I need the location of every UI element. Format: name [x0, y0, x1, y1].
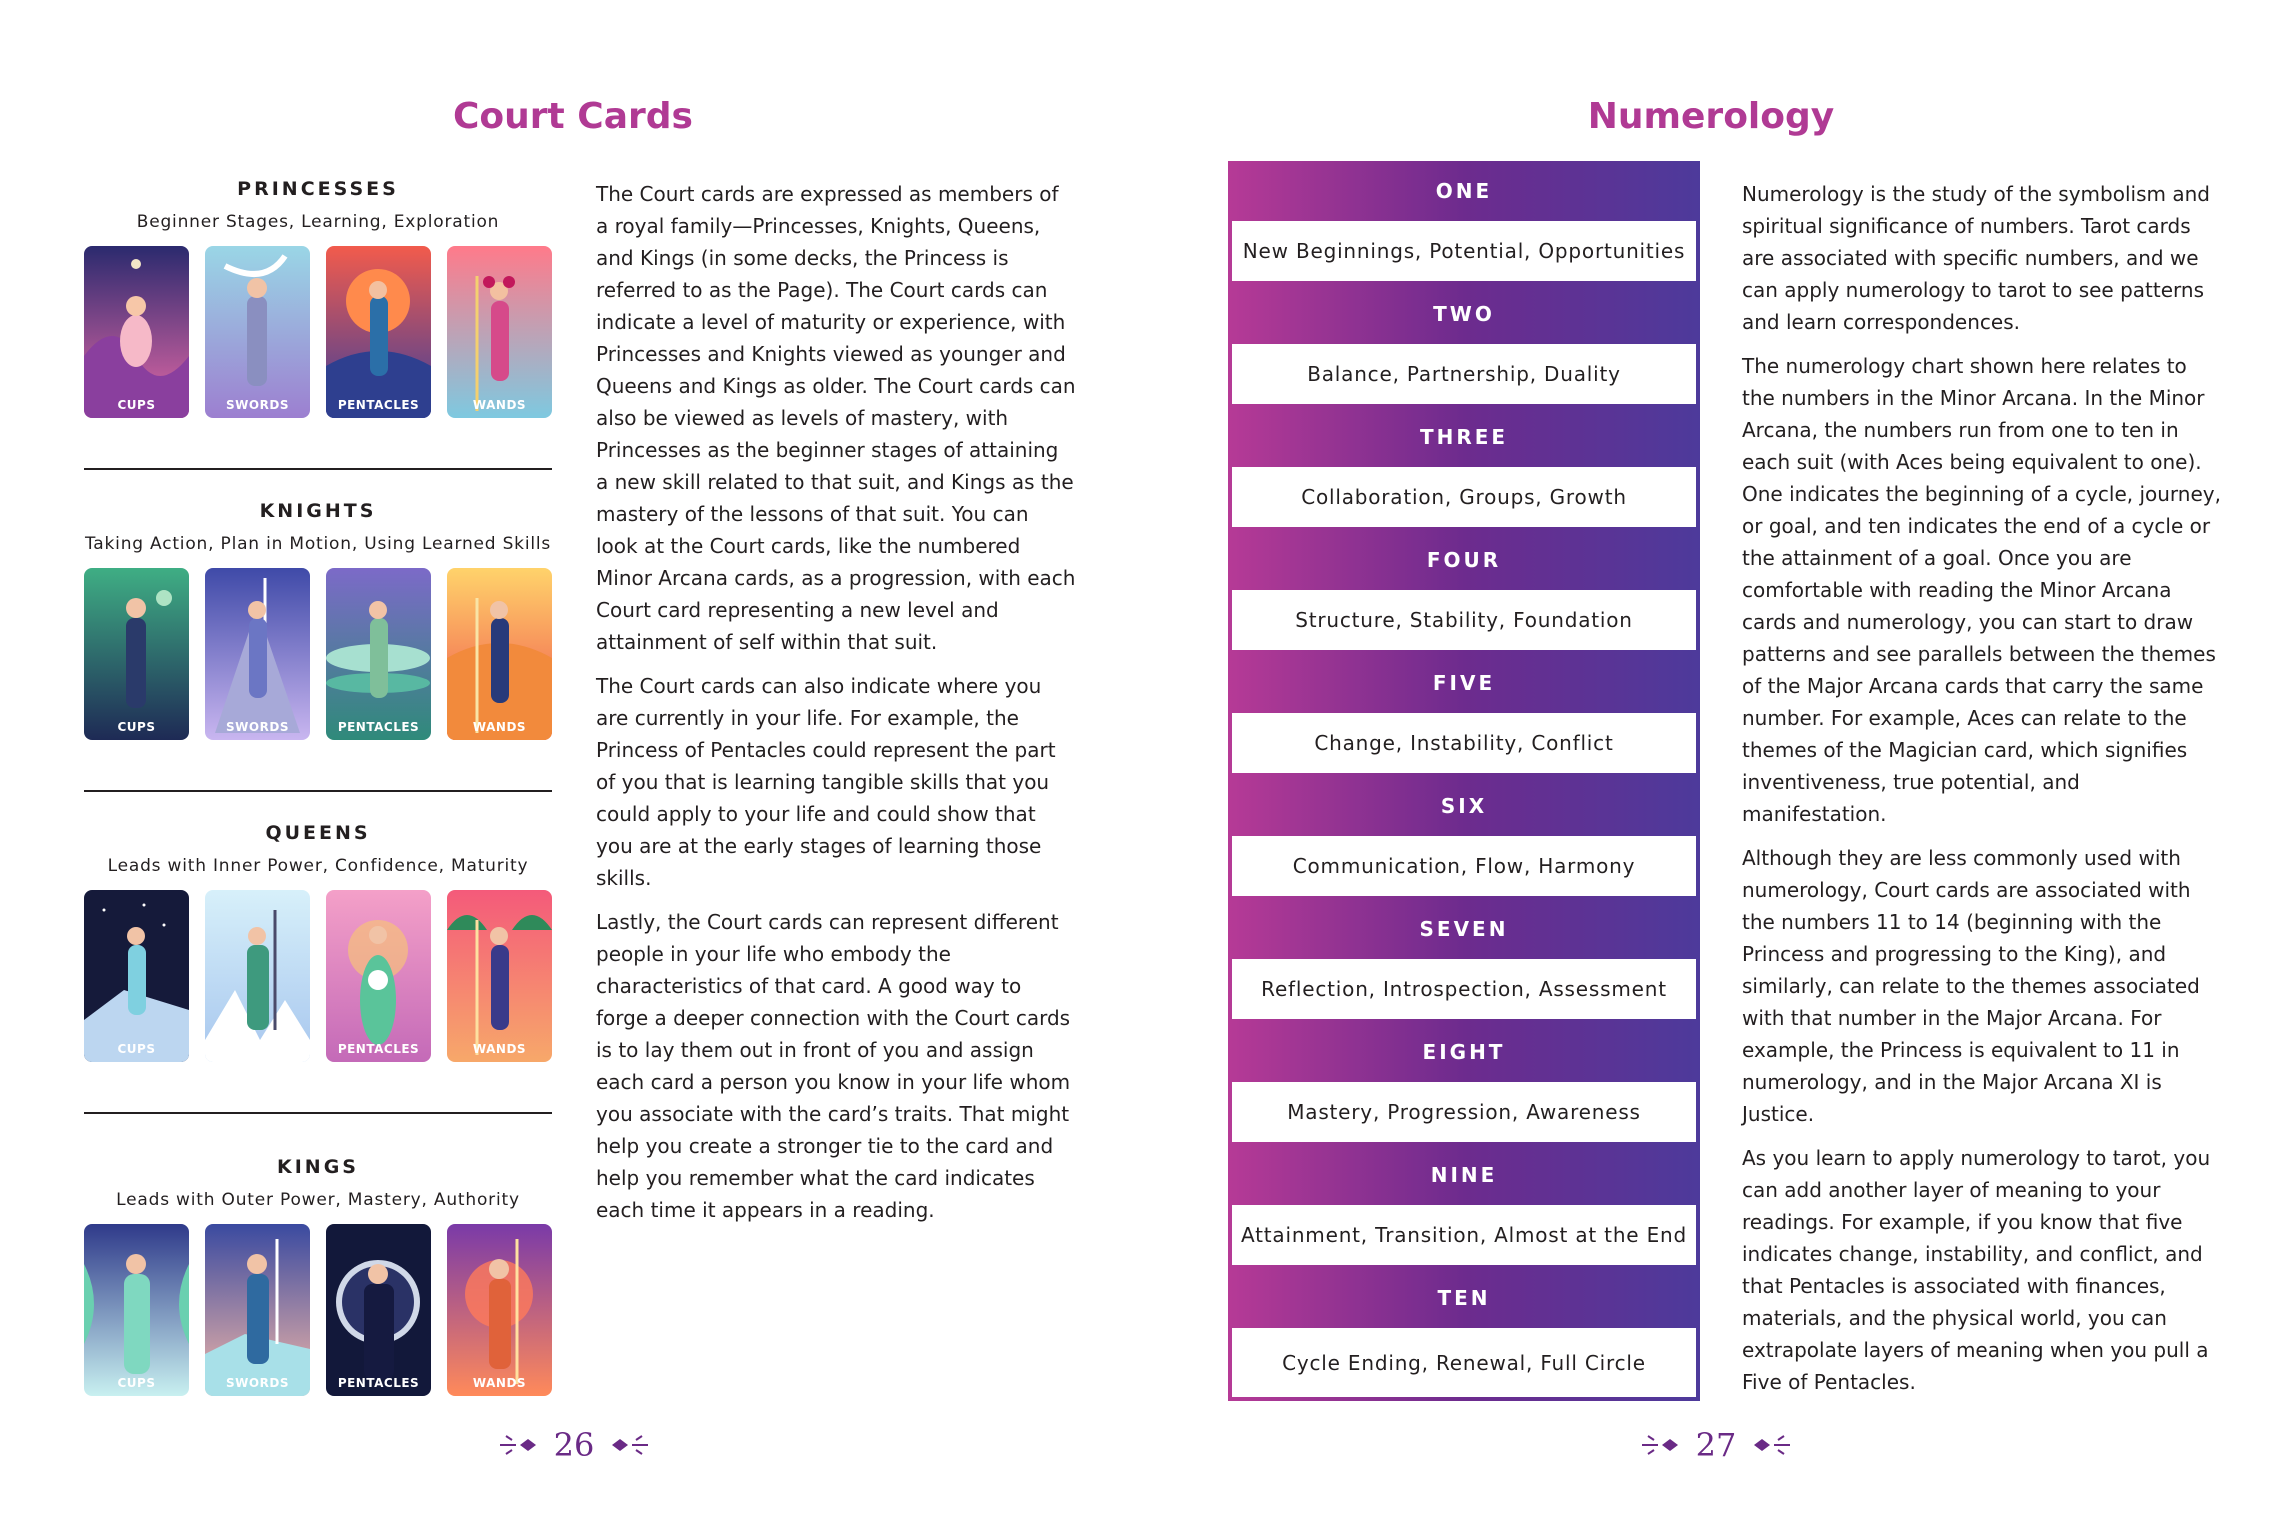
court-subtitle: Beginner Stages, Learning, Exploration: [136, 212, 500, 232]
numerology-row-six: [1228, 776, 1700, 896]
court-name: KINGS: [277, 1156, 359, 1178]
tarot-card-princess-wands: WANDS: [447, 246, 552, 418]
tarot-card-queen-cups: CUPS: [84, 890, 189, 1062]
court-subtitle: Leads with Outer Power, Mastery, Authority: [116, 1190, 520, 1210]
paragraph: As you learn to apply numerology to tarot, you can add another layer of meaning to your readings. For example, if you know that five indicates change, instability, and conflict, and that Pentacles is associated with finances, materials, and the physical world, you can extrapolate layers of meaning when you pull a Five of Pentacles.: [1742, 1146, 2211, 1394]
page-title-court-cards: Court Cards: [453, 96, 693, 137]
paragraph: The numerology chart shown here relates to the numbers in the Minor Arcana. In the Minor Arcana, the numbers run from one to ten in each suit (with Aces being equivalent to one). One indicates the beginning of a cycle, journey, or goal, and ten indicates the end of a cycle or the attainment of a goal. Once you are comfortable with reading the Minor Arcana cards and numerology, you can start to draw patterns and see parallels between the themes of the Major Arcana cards that carry the same number. For example, Aces can relate to the themes of the Magician card, which signifies inventiveness, true potential, and manifestation.: [1742, 354, 2221, 826]
card-row: [84, 568, 552, 740]
numerology-row-five: [1228, 653, 1700, 773]
tarot-card-knight-wands: WANDS: [447, 568, 552, 740]
section-divider: [84, 468, 552, 470]
number-meaning: Reflection, Introspection, Assessment: [1232, 959, 1696, 1019]
number-name: ONE: [1435, 179, 1493, 203]
number-meaning: Attainment, Transition, Almost at the End: [1232, 1205, 1696, 1265]
number-name: NINE: [1430, 1163, 1498, 1187]
numerology-row-four: [1228, 530, 1700, 650]
folio-ornament-icon: [1752, 1430, 1792, 1460]
numerology-row-two: [1228, 284, 1700, 404]
court-group-queens: [84, 822, 552, 1062]
numerology-row-three: [1228, 407, 1700, 527]
court-group-princesses: [84, 178, 552, 418]
folio-ornament-icon: [498, 1430, 538, 1460]
number-meaning: New Beginnings, Potential, Opportunities: [1232, 221, 1696, 281]
number-name: TWO: [1433, 302, 1495, 326]
numerology-chart: [1228, 161, 1700, 1401]
tarot-card-queen-pentacles: PENTACLES: [326, 890, 431, 1062]
page-title-numerology: Numerology: [1587, 96, 1835, 137]
folio-ornament-icon: [1640, 1430, 1680, 1460]
tarot-card-knight-pentacles: PENTACLES: [326, 568, 431, 740]
page-number-right: 27: [1616, 1420, 1816, 1470]
paragraph: The Court cards are expressed as members of a royal family—Princesses, Knights, Queens, and Kings (in some decks, the Princess is referred to as the Page). The Court cards can indicate a level of maturity or experience, with Princesses and Knights viewed as younger and Queens and Kings as older. The Court cards can also be viewed as levels of mastery, with Princesses as the beginner stages of attaining a new skill related to that suit, and Kings as the mastery of the lessons of that suit. You can look at the Court cards, like the numbered Minor Arcana cards, as a progression, with each Court card representing a new level and attainment of self within that suit.: [596, 182, 1076, 654]
numerology-row-seven: [1228, 899, 1700, 1019]
court-cards-body-text: [596, 178, 1076, 1238]
numerology-body-text: [1742, 178, 2222, 1410]
tarot-card-princess-cups: CUPS: [84, 246, 189, 418]
tarot-card-king-cups: CUPS: [84, 1224, 189, 1396]
tarot-card-knight-cups: CUPS: [84, 568, 189, 740]
court-group-knights: [84, 500, 552, 740]
court-name: QUEENS: [265, 822, 371, 844]
number-name: FOUR: [1426, 548, 1502, 572]
number-meaning: Balance, Partnership, Duality: [1232, 344, 1696, 404]
court-group-kings: [84, 1156, 552, 1396]
paragraph: Lastly, the Court cards can represent different people in your life who embody the characteristics of that card. A good way to forge a deeper connection with the Court cards is to lay them out in front of you and assign each card a person you know in your life whom you associate with the card’s traits. That might help you create a stronger tie to the card and help you remember what the card indicates each time it appears in a reading.: [596, 910, 1071, 1222]
paragraph: Although they are less commonly used with numerology, Court cards are associated with the numbers 11 to 14 (beginning with the Princess and progressing to the King), and similarly, can relate to the themes associated with that number in the Major Arcana. For example, the Princess is equivalent to 11 in numerology, and in the Major Arcana XI is Justice.: [1742, 846, 2200, 1126]
section-divider: [84, 1112, 552, 1114]
number-meaning: Structure, Stability, Foundation: [1232, 590, 1696, 650]
card-row: [84, 246, 552, 418]
court-subtitle: Taking Action, Plan in Motion, Using Learned Skills: [84, 534, 552, 554]
court-name: KNIGHTS: [259, 500, 377, 522]
numerology-row-one: [1228, 161, 1700, 281]
tarot-card-knight-swords: SWORDS: [205, 568, 310, 740]
number-name: EIGHT: [1422, 1040, 1506, 1064]
paragraph: Numerology is the study of the symbolism and spiritual significance of numbers. Tarot cards are associated with specific numbers, and we can apply numerology to tarot to see patterns and learn correspondences.: [1742, 182, 2210, 334]
tarot-card-king-swords: SWORDS: [205, 1224, 310, 1396]
numerology-row-nine: [1228, 1145, 1700, 1265]
court-name: PRINCESSES: [237, 178, 399, 200]
tarot-card-queen-swords: SWORDS: [205, 890, 310, 1062]
number-meaning: Change, Instability, Conflict: [1232, 713, 1696, 773]
tarot-card-princess-pentacles: PENTACLES: [326, 246, 431, 418]
tarot-card-king-pentacles: PENTACLES: [326, 1224, 431, 1396]
card-row: [84, 1224, 552, 1396]
folio-ornament-icon: [610, 1430, 650, 1460]
tarot-card-king-wands: WANDS: [447, 1224, 552, 1396]
number-name: TEN: [1437, 1286, 1491, 1310]
number-meaning: Collaboration, Groups, Growth: [1232, 467, 1696, 527]
number-meaning: Mastery, Progression, Awareness: [1232, 1082, 1696, 1142]
numerology-row-ten: [1228, 1268, 1700, 1397]
number-name: SEVEN: [1419, 917, 1509, 941]
tarot-card-queen-wands: WANDS: [447, 890, 552, 1062]
court-subtitle: Leads with Inner Power, Confidence, Maturity: [107, 856, 529, 876]
number-name: SIX: [1440, 794, 1488, 818]
number-meaning: Communication, Flow, Harmony: [1232, 836, 1696, 896]
number-name: FIVE: [1432, 671, 1496, 695]
card-row: [84, 890, 552, 1062]
tarot-card-princess-swords: SWORDS: [205, 246, 310, 418]
numerology-row-eight: [1228, 1022, 1700, 1142]
section-divider: [84, 790, 552, 792]
page-number-left: 26: [474, 1420, 674, 1470]
number-name: THREE: [1419, 425, 1509, 449]
paragraph: The Court cards can also indicate where you are currently in your life. For example, the Princess of Pentacles could represent the part of you that is learning tangible skills that you could apply to your life and could show that you are at the early stages of learning those skills.: [596, 674, 1056, 890]
number-meaning: Cycle Ending, Renewal, Full Circle: [1232, 1328, 1696, 1397]
